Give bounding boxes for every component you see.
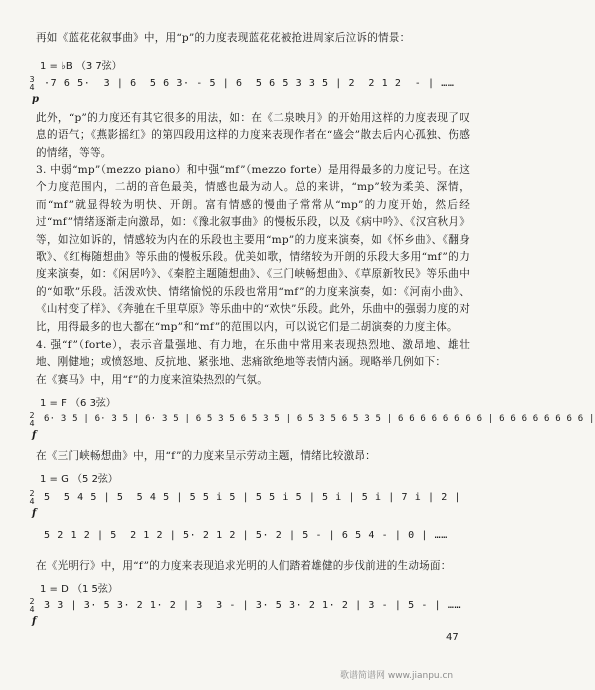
example1-meter-bottom: 4 xyxy=(29,83,35,92)
example3-notation-line1: 5 5 4 5 | 5 5 4 5 | 5 5 i 5 | 5 5 i 5 | 5 i | 5 i | 7 i | 2 | xyxy=(44,492,462,503)
example3-meter-bottom: 4 xyxy=(29,497,35,506)
example3-key: 1 = G （5 2弦） xyxy=(40,474,118,485)
example1-notation: ·7 6 5· 3 | 6 5 6 3· - 5 | 6 5 6 5 3 3 5 | 2 2 1 2 - | …… xyxy=(44,78,455,89)
example1-meter-top: 3 xyxy=(29,75,35,84)
watermark-footer: 歌谱简谱网 www.jianpu.cn xyxy=(340,671,454,681)
example2-meter-bottom: 4 xyxy=(29,419,35,428)
example1-key: 1 = ♭B （3 7弦） xyxy=(40,61,122,72)
example3-notation-line2: 5 2 1 2 | 5 2 1 2 | 5· 2 1 2 | 5· 2 | 5 - | 6 5 4 - | 0 | …… xyxy=(44,530,448,541)
example1-meter xyxy=(28,76,36,92)
intro-blue-flower: 再如《蓝花花叙事曲》中，用“p”的力度表现蓝花花被抢进周家后泣诉的情景： xyxy=(36,32,411,44)
example3-meter xyxy=(28,490,36,506)
example3-meter-top: 2 xyxy=(29,489,35,498)
paragraph-forte: 4. 强“f”（forte），表示音量强地、有力地，在乐曲中常用来表现热烈地、激昂地、雄壮地、刚健地；或愤怒地、反抗地、紧张地、悲痛欲绝地等表情内涵。现略举几例如下： xyxy=(36,339,470,369)
intro-sanmenxia: 在《三门峡畅想曲》中，用“f”的力度来呈示劳动主题，情绪比较激昂： xyxy=(36,450,376,462)
example2-dynamic: f xyxy=(32,430,37,441)
example4-meter xyxy=(28,598,36,614)
example3-dynamic: f xyxy=(32,508,37,519)
intro-bright-march: 在《光明行》中，用“f”的力度来表现追求光明的人们踏着雄健的步伐前进的生动场面： xyxy=(36,560,452,572)
example4-dynamic: f xyxy=(32,616,37,627)
example4-notation: 3 3 | 3· 5 3· 2 1· 2 | 3 3 - | 3· 5 3· 2 1· 2 | 3 - | 5 - | …… xyxy=(44,600,462,611)
example1-dynamic: p xyxy=(32,94,39,105)
intro-horse-race: 在《赛马》中，用“f”的力度来渲染热烈的气氛。 xyxy=(36,374,269,386)
page-number: 47 xyxy=(446,632,459,643)
example4-meter-bottom: 4 xyxy=(29,605,35,614)
paragraph-mp-mf: 3. 中弱“mp”（mezzo piano）和中强“mf”（mezzo forte）是用得最多的力度记号。在这个力度范围内，二胡的音色最美，情感也最为动人。总的来讲，“mp”较为柔美、深情，而“mf”就显得较为明快、开朗。富有情感的慢曲子常常从“mp”的力度开始，然后经过“mf”情绪逐渐走向激昂，如：《豫北叙事曲》的慢板乐段，以及《病中吟》、《汉宫秋月》等，如泣如诉的，情感较为内在的乐段也主要用“mp”的力度来演奏，如《怀乡曲》、《翻身歌》、《红梅随想曲》等乐曲的慢板乐段。优美如歌，情绪较为开朗的乐段大多用“mf”的力度来演奏，如：《闲居吟》、《秦腔主题随想曲》、《三门峡畅想曲》、《草原新牧民》等乐曲中的“如歌”乐段。活泼欢快、情绪愉悦的乐段也常用“mf”的力度来演奏，如：《河南小曲》、《山村变了样》、《奔驰在千里草原》等乐曲中的“欢快”乐段。此外，乐曲中的强弱力度的对比，用得最多的也大都在“mp”和“mf”的范围以内，可以说它们是二胡演奏的力度主体。 xyxy=(36,164,470,333)
example2-meter-top: 2 xyxy=(29,411,35,420)
example4-key: 1 = D （1 5弦） xyxy=(40,584,118,595)
example2-key: 1 = F （6 3弦） xyxy=(40,398,116,409)
example2-meter xyxy=(28,412,36,428)
paragraph-other-uses: 此外，“p”的力度还有其它很多的用法，如：在《二泉映月》的开始用这样的力度表现了叹息的语气；《燕影摇红》的第四段用这样的力度来表现作者在“盛会”散去后内心孤独、伤感的情绪，等等。 xyxy=(36,112,470,159)
example4-meter-top: 2 xyxy=(29,597,35,606)
example2-notation: 6· 3 5 | 6· 3 5 | 6· 3 5 | 6 5 3 5 6 5 3 5 | 6 5 3 5 6 5 3 5 | 6 6 6 6 6 6 6 6 | 6 6 6 6 6 6 6 6 | xyxy=(44,414,595,424)
